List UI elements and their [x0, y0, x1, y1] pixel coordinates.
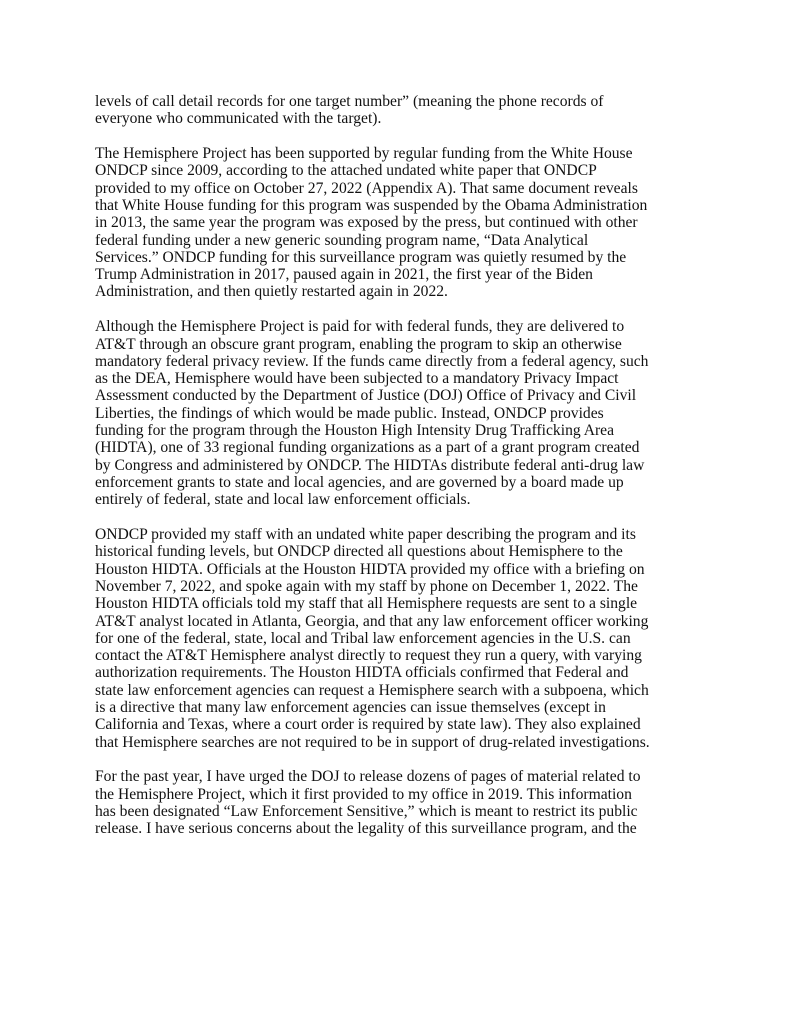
paragraph-call-detail-records: levels of call detail records for one target number” (meaning the phone records of everyone who communicated with the target). [95, 93, 604, 128]
paragraph-funding-history: The Hemisphere Project has been supported by regular funding from the White House ONDCP since 2009, according to the attached undated white paper that ONDCP provided to my office on October 27, 2022 (Appendix A). That same document reveals that White House funding for this program was suspended by the Obama Administration in 2013, the same year the program was exposed by the press, but continued with other federal funding under a new generic sounding program name, “Data Analytical Services.” ONDCP funding for this surveillance program was quietly resumed by the Trump Administration in 2017, paused again in 2021, the first year of the Biden Administration, and then quietly restarted again in 2022. [95, 145, 648, 301]
paragraph-grant-program: Although the Hemisphere Project is paid for with federal funds, they are delivered to AT&T through an obscure grant program, enabling the program to skip an otherwise mandatory federal privacy review. If the funds came directly from a federal agency, such as the DEA, Hemisphere would have been subjected to a mandatory Privacy Impact Assessment conducted by the Department of Justice (DOJ) Office of Privacy and Civil Liberties, the findings of which would be made public. Instead, ONDCP provides funding for the program through the Houston High Intensity Drug Trafficking Area (HIDTA), one of 33 regional funding organizations as a part of a grant program created by Congress and administered by ONDCP. The HIDTAs distribute federal anti-drug law enforcement grants to state and local agencies, and are governed by a board made up entirely of federal, state and local law enforcement officials. [95, 318, 649, 509]
paragraph-houston-hidta: ONDCP provided my staff with an undated white paper describing the program and its historical funding levels, but ONDCP directed all questions about Hemisphere to the Houston HIDTA. Officials at the Houston HIDTA provided my office with a briefing on November 7, 2022, and spoke again with my staff by phone on December 1, 2022. The Houston HIDTA officials told my staff that all Hemisphere requests are sent to a single AT&T analyst located in Atlanta, Georgia, and that any law enforcement officer working for one of the federal, state, local and Tribal law enforcement agencies in the U.S. can contact the AT&T Hemisphere analyst directly to request they run a query, with varying authorization requirements. The Houston HIDTA officials confirmed that Federal and state law enforcement agencies can request a Hemisphere search with a subpoena, which is a directive that many law enforcement agencies can issue themselves (except in California and Texas, where a court order is required by state law). They also explained that Hemisphere searches are not required to be in support of drug-related investigations. [95, 526, 650, 751]
document-body [95, 93, 705, 838]
paragraph-doj-release: For the past year, I have urged the DOJ to release dozens of pages of material related to the Hemisphere Project, which it first provided to my office in 2019. This information has been designated “Law Enforcement Sensitive,” which is meant to restrict its public release. I have serious concerns about the legality of this surveillance program, and the [95, 768, 641, 838]
